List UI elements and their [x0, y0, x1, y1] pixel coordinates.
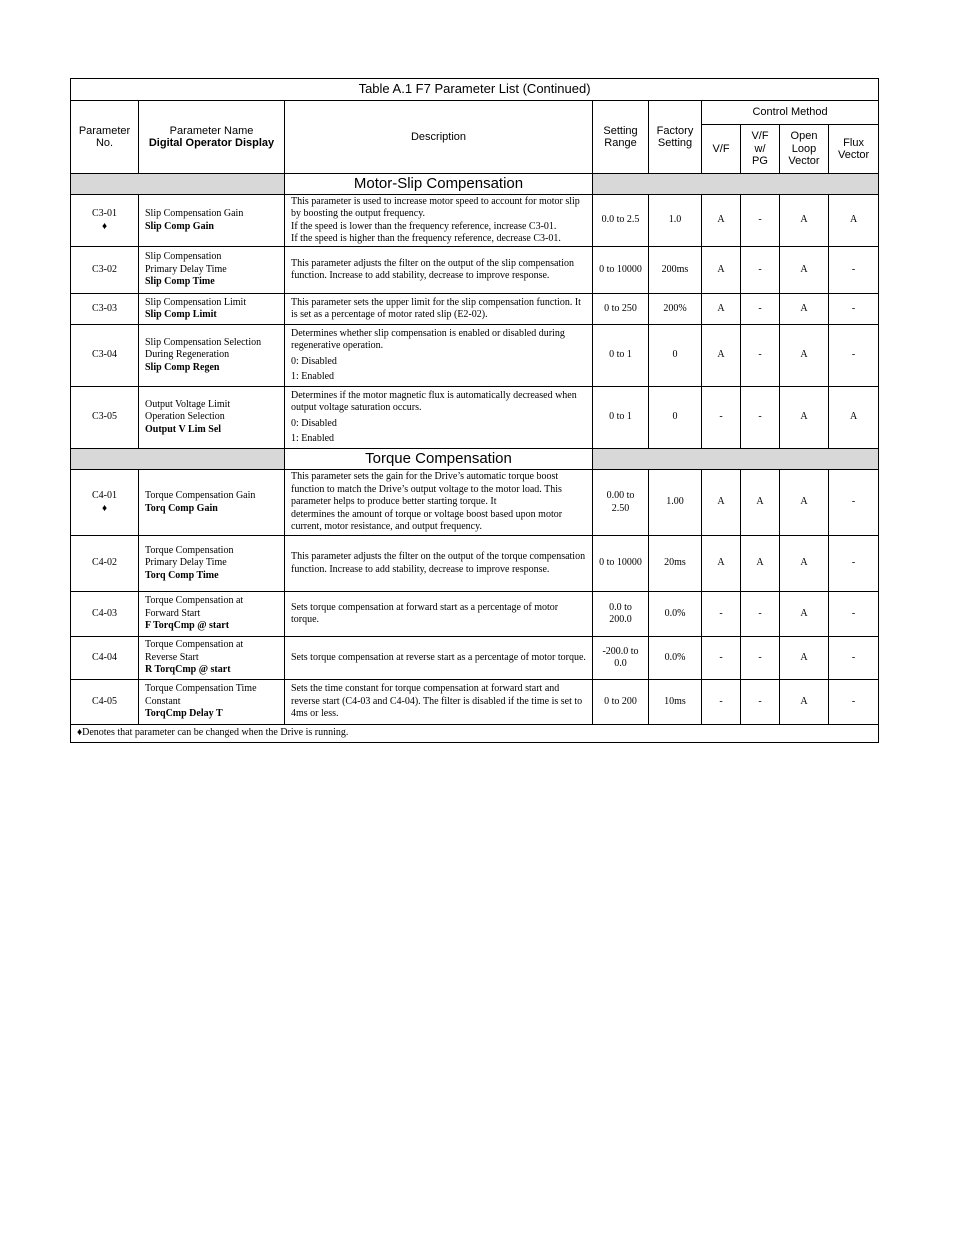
table-row [71, 195, 879, 247]
method-open-loop-vector: A [780, 325, 829, 387]
param-number: C4-04 [92, 651, 117, 663]
header-param-no: Parameter No. [71, 101, 139, 174]
factory-setting: 20ms [649, 536, 702, 592]
description-text: Determines if the motor magnetic flux is automatically decreased when output voltage saturation occurs. [291, 389, 577, 414]
method-open-loop-vector: A [780, 470, 829, 536]
section-shade-right [593, 449, 879, 470]
method-vf: - [702, 637, 741, 680]
factory-setting: 0.0% [649, 637, 702, 680]
method-open-loop-vector: A [780, 247, 829, 294]
description-cell [285, 195, 593, 247]
param-name-line: Reverse Start [145, 651, 199, 663]
table-row [71, 637, 879, 680]
factory-setting: 200ms [649, 247, 702, 294]
param-name-line: Operation Selection [145, 411, 225, 423]
method-vf: A [702, 294, 741, 325]
table-row [71, 592, 879, 637]
param-number-cell [71, 592, 139, 637]
param-name-line: Torque Compensation Time [145, 683, 257, 695]
description-text: Sets torque compensation at forward start as a percentage of motor torque. [291, 601, 559, 625]
param-name-cell [139, 680, 285, 725]
param-number: C3-03 [92, 302, 117, 314]
method-vf-pg: - [741, 592, 780, 637]
setting-range: 0 to 10000 [593, 247, 649, 294]
description-text: determines the amount of torque or voltage boost based upon motor current, motor resistance, and output frequency. [291, 508, 563, 533]
header-vf: V/F [702, 125, 741, 174]
method-flux-vector: A [829, 387, 879, 449]
table-body [71, 174, 879, 725]
table-row [71, 470, 879, 536]
param-name-line: Torque Compensation at [145, 639, 244, 651]
param-name-cell [139, 387, 285, 449]
method-open-loop-vector: A [780, 637, 829, 680]
param-name-line: Output Voltage Limit [145, 398, 231, 410]
factory-setting: 10ms [649, 680, 702, 725]
method-vf-pg: - [741, 247, 780, 294]
setting-range: 0 to 250 [593, 294, 649, 325]
table-title: Table A.1 F7 Parameter List (Continued) [71, 79, 879, 101]
setting-range: 0 to 1 [593, 325, 649, 387]
param-number-cell [71, 294, 139, 325]
param-number-cell [71, 680, 139, 725]
factory-setting: 0 [649, 325, 702, 387]
method-vf: - [702, 680, 741, 725]
description-text: This parameter adjusts the filter on the output of the slip compensation function. Increase to add stability, decrease to improve response. [291, 257, 574, 281]
setting-range: 0 to 10000 [593, 536, 649, 592]
section-shade-left [71, 449, 285, 470]
header-factory-setting: Factory Setting [649, 101, 702, 174]
param-number: C3-05 [92, 411, 117, 423]
factory-setting: 0.0% [649, 592, 702, 637]
method-open-loop-vector: A [780, 195, 829, 247]
param-number-cell [71, 470, 139, 536]
table-row [71, 325, 879, 387]
method-vf: - [702, 592, 741, 637]
method-flux-vector: - [829, 592, 879, 637]
param-number: C4-03 [92, 607, 117, 619]
param-number: C4-05 [92, 695, 117, 707]
setting-range: 0.00 to 2.50 [593, 470, 649, 536]
param-name-line: Slip Compensation Gain [145, 208, 244, 220]
param-name-line: Slip Compensation Selection [145, 336, 262, 348]
setting-range: 0.0 to 200.0 [593, 592, 649, 637]
table-row [71, 294, 879, 325]
param-number-cell [71, 325, 139, 387]
description-cell [285, 294, 593, 325]
param-name-line: Constant [145, 695, 181, 707]
table-row [71, 387, 879, 449]
param-number-cell [71, 637, 139, 680]
param-name-line: Torque Compensation Gain [145, 490, 256, 502]
method-open-loop-vector: A [780, 387, 829, 449]
param-name-line: Forward Start [145, 607, 201, 619]
header-param-name [139, 101, 285, 174]
param-number-cell [71, 195, 139, 247]
method-flux-vector: A [829, 195, 879, 247]
description-text: Sets the time constant for torque compensation at forward start and reverse start (C4-03 and C4-04). The filter is disabled if the time is set to 4ms or less. [291, 683, 583, 720]
param-number: C3-04 [92, 349, 117, 361]
method-vf-pg: - [741, 195, 780, 247]
table-row [71, 680, 879, 725]
digital-operator-display: Slip Comp Limit [145, 309, 217, 320]
section-title: Motor-Slip Compensation [285, 174, 593, 195]
param-name-cell [139, 536, 285, 592]
setting-range: 0.0 to 2.5 [593, 195, 649, 247]
param-number-cell [71, 387, 139, 449]
param-name-line: Torque Compensation [145, 544, 234, 556]
description-cell [285, 637, 593, 680]
digital-operator-display: Slip Comp Regen [145, 361, 220, 373]
param-name-line: Primary Delay Time [145, 263, 227, 275]
digital-operator-display: Slip Comp Time [145, 276, 215, 288]
description-cell [285, 325, 593, 387]
description-cell [285, 470, 593, 536]
param-number: C3-01 [92, 208, 117, 220]
header-flux-vector: Flux Vector [829, 125, 879, 174]
method-flux-vector: - [829, 247, 879, 294]
param-name-line: Torque Compensation at [145, 595, 244, 607]
method-vf: - [702, 387, 741, 449]
method-vf-pg: A [741, 536, 780, 592]
header-digital-display: Digital Operator Display [148, 137, 275, 149]
factory-setting: 1.00 [649, 470, 702, 536]
run-changeable-diamond-icon: ♦ [101, 220, 108, 232]
description-text: Determines whether slip compensation is enabled or disabled during regenerative operation. [291, 327, 565, 352]
description-option: 0: Disabled [291, 417, 337, 429]
factory-setting: 1.0 [649, 195, 702, 247]
method-vf-pg: - [741, 387, 780, 449]
param-name-cell [139, 637, 285, 680]
header-open-loop-vector: Open Loop Vector [780, 125, 829, 174]
digital-operator-display: Slip Comp Gain [145, 220, 214, 232]
description-cell [285, 592, 593, 637]
table-row [71, 247, 879, 294]
param-name-line: Slip Compensation [145, 251, 222, 263]
description-text: This parameter adjusts the filter on the output of the torque compensation function. Increase to add stability, decrease to improve response. [291, 551, 586, 575]
digital-operator-display: F TorqCmp @ start [145, 620, 230, 632]
param-number-cell [71, 247, 139, 294]
run-changeable-diamond-icon: ♦ [101, 502, 108, 514]
description-text: If the speed is higher than the frequency reference, decrease C3-01. [291, 232, 561, 244]
param-name-cell [139, 470, 285, 536]
method-flux-vector: - [829, 637, 879, 680]
section-header-row [71, 449, 879, 470]
param-name-line: Slip Compensation Limit [145, 296, 247, 308]
param-name-cell [139, 247, 285, 294]
header-param-name-label: Parameter Name [169, 124, 254, 137]
setting-range: 0 to 200 [593, 680, 649, 725]
method-open-loop-vector: A [780, 294, 829, 325]
parameter-table [70, 78, 879, 743]
method-vf-pg: - [741, 325, 780, 387]
description-option: 1: Enabled [291, 370, 335, 382]
header-vf-pg: V/F w/ PG [741, 125, 780, 174]
param-name-line: During Regeneration [145, 349, 230, 361]
table-row [71, 536, 879, 592]
method-vf: A [702, 536, 741, 592]
section-header-row [71, 174, 879, 195]
method-vf-pg: A [741, 470, 780, 536]
footnote: ♦Denotes that parameter can be changed when the Drive is running. [71, 725, 879, 743]
header-description: Description [285, 101, 593, 174]
description-cell [285, 247, 593, 294]
description-text: This parameter is used to increase motor speed to account for motor slip by boosting the output frequency. [291, 195, 580, 220]
method-flux-vector: - [829, 536, 879, 592]
method-vf: A [702, 470, 741, 536]
digital-operator-display: TorqCmp Delay T [145, 708, 223, 720]
header-setting-range: Setting Range [593, 101, 649, 174]
description-cell [285, 680, 593, 725]
method-flux-vector: - [829, 294, 879, 325]
param-name-cell [139, 294, 285, 325]
setting-range: -200.0 to 0.0 [593, 637, 649, 680]
section-shade-right [593, 174, 879, 195]
digital-operator-display: Torq Comp Gain [145, 502, 218, 514]
setting-range: 0 to 1 [593, 387, 649, 449]
method-vf-pg: - [741, 294, 780, 325]
digital-operator-display: Torq Comp Time [145, 569, 219, 581]
method-flux-vector: - [829, 680, 879, 725]
param-name-cell [139, 195, 285, 247]
digital-operator-display: Output V Lim Sel [145, 423, 222, 435]
param-name-line: Primary Delay Time [145, 557, 227, 569]
param-number: C3-02 [92, 263, 117, 275]
method-vf-pg: - [741, 637, 780, 680]
description-text: This parameter sets the upper limit for the slip compensation function. It is set as a percentage of motor rated slip (E2-02). [291, 296, 581, 320]
section-title: Torque Compensation [285, 449, 593, 470]
method-vf: A [702, 195, 741, 247]
param-number: C4-01 [92, 490, 117, 502]
method-open-loop-vector: A [780, 536, 829, 592]
method-open-loop-vector: A [780, 592, 829, 637]
method-open-loop-vector: A [780, 680, 829, 725]
description-text: Sets torque compensation at reverse start as a percentage of motor torque. [291, 651, 586, 663]
method-flux-vector: - [829, 325, 879, 387]
digital-operator-display: R TorqCmp @ start [145, 664, 231, 676]
description-text: If the speed is lower than the frequency reference, increase C3-01. [291, 220, 557, 232]
param-number: C4-02 [92, 557, 117, 569]
method-flux-vector: - [829, 470, 879, 536]
section-shade-left [71, 174, 285, 195]
description-text: This parameter sets the gain for the Drive’s automatic torque boost function to match the Drive’s output voltage to the motor load. This parameter helps to produce better starting torque. It [291, 471, 562, 508]
method-vf: A [702, 325, 741, 387]
param-name-cell [139, 325, 285, 387]
factory-setting: 200% [649, 294, 702, 325]
header-control-method: Control Method [702, 101, 879, 125]
description-option: 1: Enabled [291, 432, 335, 444]
factory-setting: 0 [649, 387, 702, 449]
param-name-cell [139, 592, 285, 637]
description-cell [285, 536, 593, 592]
method-vf-pg: - [741, 680, 780, 725]
description-option: 0: Disabled [291, 355, 337, 367]
param-number-cell [71, 536, 139, 592]
description-cell [285, 387, 593, 449]
method-vf: A [702, 247, 741, 294]
